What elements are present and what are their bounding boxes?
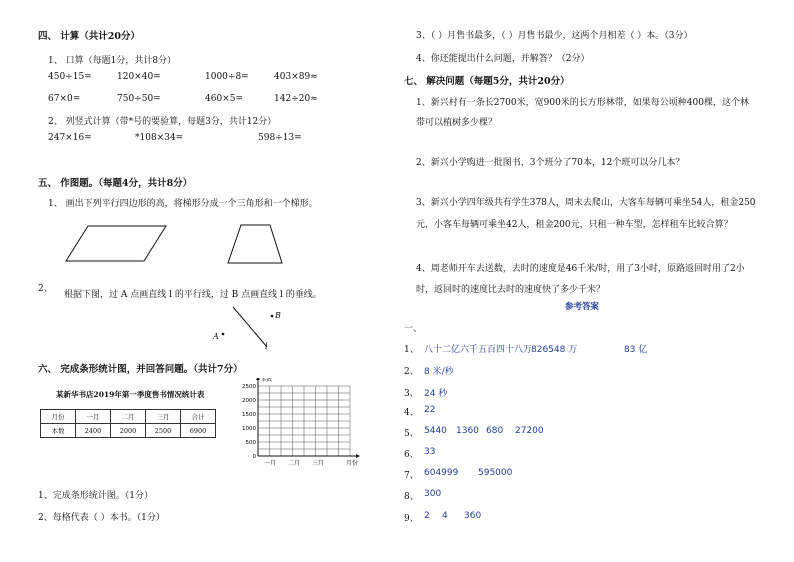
- table-cell: 2500: [146, 424, 181, 438]
- vert-2: *108×34=: [135, 133, 184, 143]
- table-cell: 2000: [111, 424, 146, 438]
- s6-q2: 2、每格代表（ ）本书。（1分）: [38, 513, 165, 523]
- calc-4: 403×89≈: [274, 72, 318, 82]
- answer-number: 1、: [404, 345, 419, 355]
- answer-value: 300: [424, 489, 442, 499]
- s5-q2: 根据下图，过 A 点画直线 l 的平行线，过 B 点画直线 l 的垂线。: [64, 290, 322, 300]
- answer-value: 27200: [515, 426, 544, 436]
- table-cell: 本数: [41, 424, 76, 438]
- calc-5: 67×0=: [48, 94, 81, 104]
- stats-table: [40, 409, 216, 438]
- section-4-title: 四、 计算（共计20分）: [38, 31, 141, 42]
- answer-key-title: 参考答案: [565, 302, 600, 312]
- section-6-title: 六、 完成条形统计图，并回答问题。（共计7分）: [38, 364, 243, 375]
- calc-1: 450÷15=: [48, 72, 92, 82]
- table-header-cell: 一月: [76, 410, 111, 424]
- answer-number: 6、: [404, 450, 419, 460]
- section-5-title: 五、 作图题。（每题4分，共计8分）: [38, 178, 193, 189]
- section-7-title: 七、 解决问题（每题5分，共计20分）: [404, 76, 570, 87]
- line-l: [233, 307, 267, 347]
- x-axis-label: 月份: [345, 460, 359, 467]
- problem-2: 2、新兴小学购进一批图书，3个班分了70本，12个班可以分几本？: [416, 158, 685, 168]
- answer-value: 604999: [424, 468, 459, 478]
- problem-1b: 带可以植树多少棵？: [416, 118, 498, 128]
- y-tick-label: 1500: [242, 412, 256, 418]
- y-tick-label: 0: [252, 454, 256, 460]
- s4-q2: 2、 列竖式计算（带*号的要验算，每题3分，共计12分）: [48, 117, 277, 127]
- x-tick-label: 三月: [311, 460, 325, 467]
- s5-q1: 1、 画出下列平行四边形的高，将梯形分成一个三角形和一个梯形。: [48, 199, 318, 209]
- answer-number: 3、: [404, 389, 419, 399]
- answer-value: 5440: [424, 426, 447, 436]
- answer-value: 4: [442, 511, 448, 521]
- y-axis-arrow: [256, 378, 260, 380]
- x-tick-label: 二月: [287, 460, 301, 467]
- s4-q1: 1、 口算（每题1分，共计8分）: [48, 56, 177, 66]
- answer-value: 八十二亿六千五百四十八万: [424, 345, 533, 355]
- answer-value: 8 米/秒: [424, 367, 454, 377]
- y-tick-label: 2000: [242, 398, 256, 404]
- bar-chart: [236, 378, 366, 468]
- q4-text: 4、你还能提出什么问题，并解答？（2分）: [416, 54, 590, 64]
- parallelogram-shape: [66, 226, 166, 261]
- calc-6: 750÷50=: [117, 94, 161, 104]
- answer-value: 595000: [478, 468, 513, 478]
- table-header-cell: 月份: [41, 410, 76, 424]
- answer-number: 4、: [404, 408, 419, 418]
- answer-value: 83 亿: [624, 345, 648, 355]
- answer-value: 24 秒: [424, 389, 448, 399]
- answer-number: 5、: [404, 429, 419, 439]
- table-cell: 6900: [181, 424, 216, 438]
- y-tick-label: 500: [245, 440, 256, 446]
- point-a: [222, 333, 225, 336]
- q3-text: 3、（ ）月售书最多，（ ）月售书最少，这两个月相差（ ）本。（3分）: [416, 31, 693, 41]
- answer-number: 7、: [404, 471, 419, 481]
- table-cell: 2400: [76, 424, 111, 438]
- table-header-cell: 二月: [111, 410, 146, 424]
- trapezoid-shape: [228, 225, 282, 263]
- problem-4a: 4、周老师开车去送数，去时的速度是46千米/时，用了3小时，原路返回时用了2小: [416, 264, 745, 274]
- point-b: [271, 315, 274, 318]
- x-axis-arrow: [356, 454, 360, 458]
- problem-4b: 时，返回时的速度比去时的速度快了多少千米？: [416, 285, 606, 295]
- answer-section-label: 一、: [404, 324, 423, 334]
- answer-value: 22: [424, 405, 436, 415]
- answer-number: 9、: [404, 514, 419, 524]
- answer-value: 360: [464, 511, 482, 521]
- stats-table-title: 某新华书店2019年第一季度售书情况统计表: [56, 390, 205, 399]
- y-tick-label: 2500: [242, 384, 256, 390]
- problem-1a: 1、新兴村有一条长2700米，宽900米的长方形林带，如果每公顷种400棵，这个林: [416, 98, 749, 108]
- label-b: B: [275, 311, 281, 320]
- label-l: l: [265, 342, 268, 351]
- table-row: [41, 424, 216, 438]
- x-tick-label: 一月: [263, 460, 277, 467]
- y-axis-label: 本数: [261, 378, 273, 383]
- answer-value: 680: [486, 426, 504, 436]
- problem-3b: 元，小客车每辆可乘坐42人，租金200元，只租一种车型，怎样租车比较合算？: [416, 220, 733, 230]
- calc-8: 142÷20≈: [274, 94, 318, 104]
- answer-value: 2: [424, 511, 430, 521]
- answer-value: 33: [424, 447, 436, 457]
- vert-3: 598÷13=: [258, 133, 302, 143]
- answer-value: 1360: [456, 426, 479, 436]
- s6-q1: 1、完成条形统计图。（1分）: [38, 491, 153, 501]
- table-header-row: [41, 410, 216, 424]
- y-tick-label: 1000: [242, 426, 256, 432]
- problem-3a: 3、新兴小学四年级共有学生378人，周末去爬山，大客车每辆可乘坐54人，租金250: [416, 198, 756, 208]
- calc-2: 120×40=: [117, 72, 161, 82]
- table-header-cell: 合计: [181, 410, 216, 424]
- calc-3: 1000÷8=: [205, 72, 249, 82]
- label-a: A: [213, 332, 219, 341]
- calc-7: 460×5=: [205, 94, 243, 104]
- table-header-cell: 三月: [146, 410, 181, 424]
- s5-q2-num: 2、: [38, 284, 53, 294]
- answer-number: 8、: [404, 492, 419, 502]
- answer-value: 826548 万: [531, 345, 578, 355]
- answer-number: 2、: [404, 367, 419, 377]
- vert-1: 247×16=: [48, 133, 92, 143]
